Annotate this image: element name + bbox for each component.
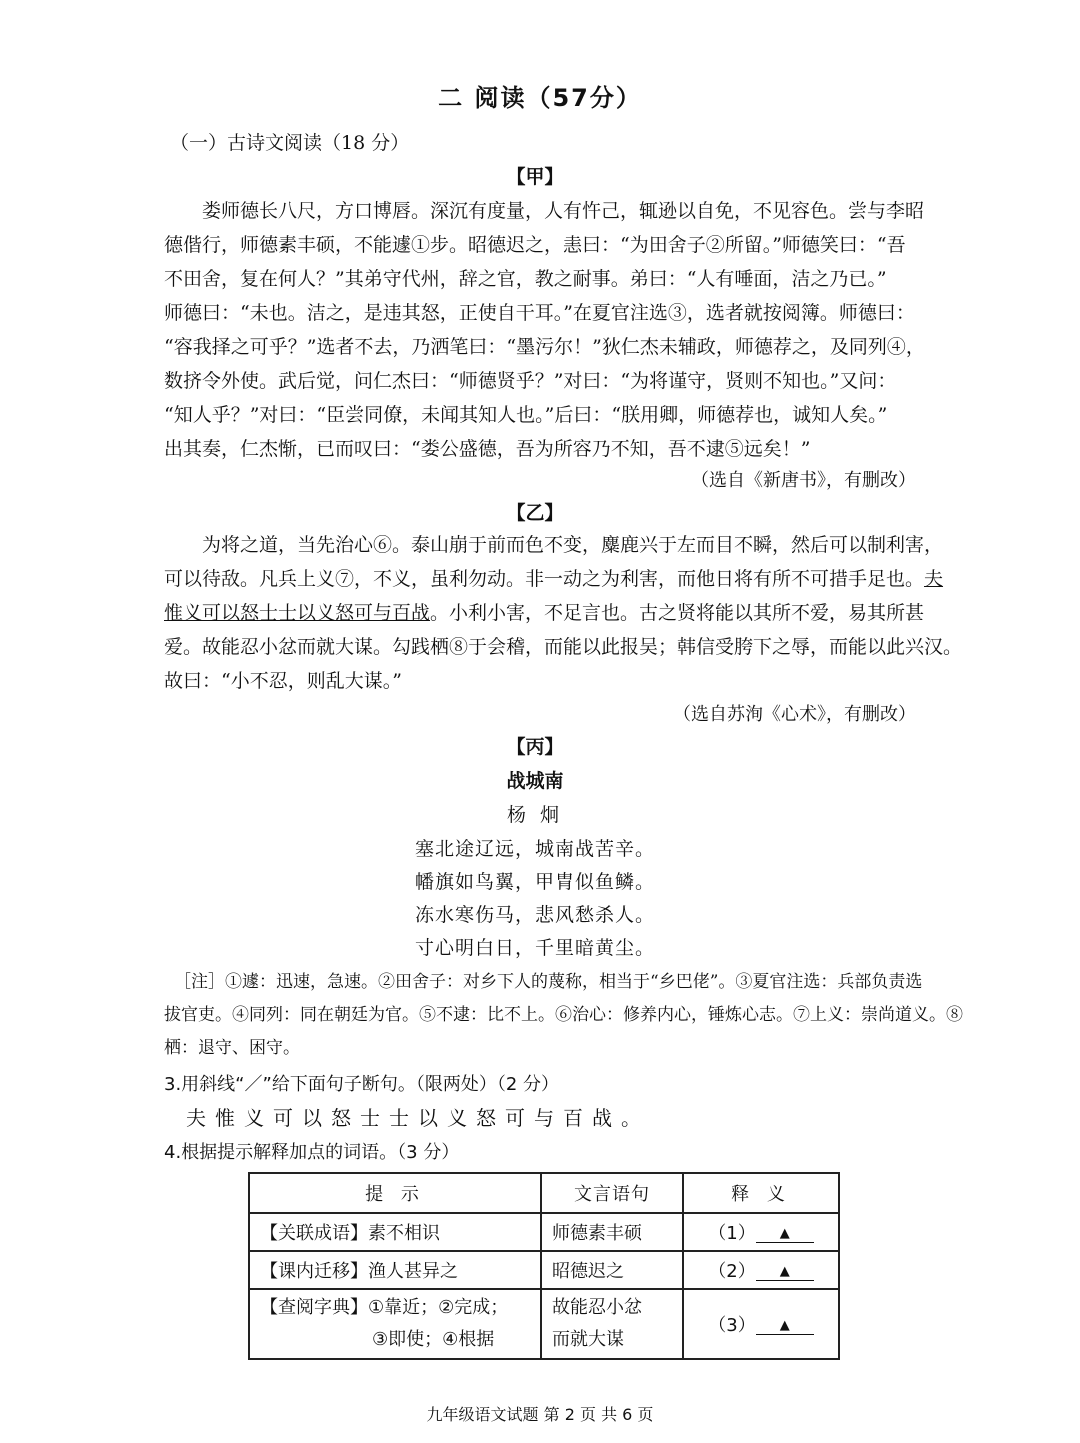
table-row [249,1289,839,1359]
hint-cell [249,1289,541,1359]
passage-line: 爱。故能忍小忿而就大谋。勾践栖⑧于会稽，而能以此报吴；韩信受胯下之辱，而能以此兴汉。 [164,636,963,658]
note-line: ［注］①遽：迅速，急速。②田舍子：对乡下人的蔑称，相当于“乡巴佬”。③夏官注选：兵部负责选 [174,972,923,992]
passage-line: 不田舍，复在何人？”其弟守代州，辞之官，教之耐事。弟曰：“人有唾面，洁之乃已。” [164,268,887,290]
poem-line: 塞北途辽远，城南战苦辛。 [414,838,655,860]
hint-line: 【查阅字典】①靠近；②完成； [260,1297,509,1318]
question-4-table [248,1172,840,1360]
passage-jia-source: （选自《新唐书》，有删改） [691,470,916,491]
passage-line: 故曰：“小不忍，则乱大谋。” [164,670,402,692]
section-title: 二 阅读（57分） [438,84,642,112]
passage-yi-source: （选自苏洵《心术》，有删改） [673,704,916,725]
passage-line: 数挤令外使。武后觉，问仁杰曰：“师德贤乎？”对曰：“为将谨守，贤则不知也。”又问： [164,370,897,392]
question-3-sentence: 夫惟义可以怒士士以义怒可与百战。 [186,1106,650,1130]
note-line: 拔官吏。④同列：同在朝廷为官。⑤不逮：比不上。⑥治心：修养内心，锤炼心志。⑦上义：崇尚道义。⑧ [164,1005,963,1025]
question-4: 4.根据提示解释加点的词语。（3 分） [164,1142,460,1163]
answer-blank: ▲ [756,1226,814,1243]
column-header: 释 义 [683,1173,839,1213]
hint-cell: 【课内迁移】渔人甚异之 [249,1251,541,1289]
column-header: 文言语句 [541,1173,683,1213]
passage-text: 可以待敌。凡兵上义⑦，不义，虽利勿动。非一动之为利害，而他日将有所不可措手足也。 [164,568,925,590]
passage-line: 娄师德长八尺，方口博唇。深沉有度量，人有忤己，辄逊以自免，不见容色。尝与李昭 [202,200,925,222]
underlined-sentence: 惟义可以怒士士以义怒可与百战 [164,602,431,624]
sentence-cell: 昭德迟之 [541,1251,683,1289]
answer-cell [683,1251,839,1289]
passage-yi-text [164,528,963,698]
passage-line [164,596,924,630]
passage-jia-label: 【甲】 [506,166,564,188]
sub-section-title: （一）古诗文阅读（18 分） [170,132,410,154]
hint-cell: 【关联成语】素不相识 [249,1213,541,1251]
passage-yi-label: 【乙】 [506,502,564,524]
passage-line [164,562,944,596]
poem-title: 战城南 [506,770,564,792]
passage-line: 师德曰：“未也。洁之，是违其怒，正使自干耳。”在夏官注选③，选者就按阅簿。师德曰： [164,302,915,324]
question-3: 3.用斜线“／”给下面句子断句。（限两处）（2 分） [164,1074,559,1095]
passage-bing-label: 【丙】 [506,736,564,758]
poem-line: 幡旗如鸟翼，甲胄似鱼鳞。 [414,871,655,893]
annotation-notes [164,966,963,1065]
table-row [249,1213,839,1251]
answer-number: （2） [708,1261,756,1282]
table-row [249,1251,839,1289]
table-header-row [249,1173,839,1213]
hint-line: ③即使；④根据 [372,1329,495,1350]
page-footer: 九年级语文试题 第 2 页 共 6 页 [426,1405,654,1424]
passage-jia-text [164,194,924,466]
poem-line: 冻水寒伤马，悲风愁杀人。 [414,904,655,926]
answer-number: （3） [708,1315,756,1336]
passage-line: 为将之道，当先治心⑥。泰山崩于前而色不变，麋鹿兴于左而目不瞬，然后可以制利害， [202,534,944,556]
answer-blank: ▲ [756,1318,814,1335]
answer-cell [683,1213,839,1251]
sentence-cell: 师德素丰硕 [541,1213,683,1251]
poem-line: 寸心明白日，千里暗黄尘。 [414,937,655,959]
passage-text: 。小利小害，不足言也。古之贤将能以其所不爱，易其所甚 [430,602,925,624]
answer-number: （1） [708,1223,756,1244]
passage-line: “容我择之可乎？”选者不去，乃洒笔曰：“墨污尔！”狄仁杰未辅政，师德荐之，及同列④， [164,336,925,358]
note-line: 栖：退守、困守。 [164,1038,300,1058]
passage-line: “知人乎？”对曰：“臣尝同僚，未闻其知人也。”后曰：“朕用卿，师德荐也，诚知人矣。” [164,404,888,426]
answer-cell [683,1289,839,1359]
answer-blank: ▲ [756,1264,814,1281]
underlined-sentence: 夫 [924,568,944,590]
column-header: 提 示 [249,1173,541,1213]
sentence-line: 而就大谋 [552,1329,624,1350]
passage-line: 德偕行，师德素丰硕，不能遽①步。昭德迟之，恚曰：“为田舍子②所留。”师德笑曰：“吾 [164,234,906,256]
passage-line: 出其奏，仁杰惭，已而叹曰：“娄公盛德，吾为所容乃不知，吾不逮⑤远矣！” [164,438,811,460]
sentence-line: 故能忍小忿 [552,1297,642,1318]
poem-author: 杨 炯 [506,804,564,826]
sentence-cell [541,1289,683,1359]
